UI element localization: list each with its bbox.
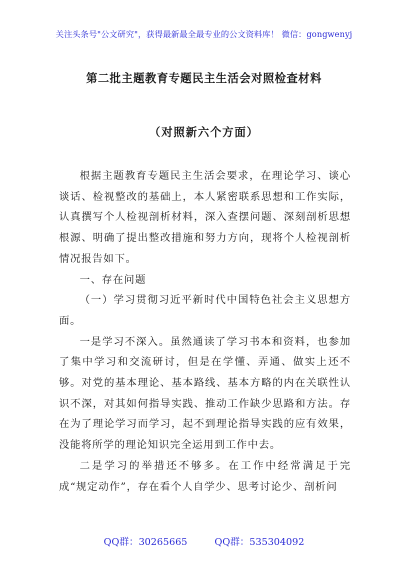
subsection-heading: （一）学习贯彻习近平新时代中国特色社会主义思想方面。	[59, 294, 351, 327]
section-heading: 一、存在问题	[79, 273, 147, 286]
document-title: 第二批主题教育专题民主生活会对照检查材料	[86, 71, 322, 85]
footer-qq-group-1: QQ群：30265665	[103, 537, 188, 548]
paragraph-point-two: 二是学习的举措还不够多。在工作中经常满足于完成“规定动作”，存在看个人自学少、思考讨论少、剖析问	[59, 459, 351, 493]
paragraph-intro: 根据主题教育专题民主生活会要求，在理论学习、谈心谈话、检视整改的基础上，本人紧密联系思想和工作实际，认真撰写个人检视剖析材料，深入查摆问题、深刻剖析思想根源、明确了提出整改措施和努力方向，现将个人检视剖析情况报告如下。	[59, 170, 351, 265]
footer-qq-groups	[0, 534, 408, 548]
document-subtitle: （对照新六个方面）	[149, 125, 259, 139]
document-body	[59, 166, 351, 497]
paragraph-point-one: 一是学习不深入。虽然通读了学习书本和资料，也参加了集中学习和交流研讨，但是在学懂、弄通、做实上还不够。对党的基本理论、基本路线、基本方略的内在关联性认识不深，对其如何指导实践、推动工作缺少思路和方法。存在为了理论学习而学习，起不到理论指导实践的应有效果，没能将所学的理论知识完全运用到工作中去。	[59, 335, 351, 452]
footer-qq-group-2: QQ群：535304092	[214, 537, 305, 548]
header-promo-note: 关注头条号"公文研究"，获得最新最全最专业的公文资料库！ 微信：gongwenyj	[55, 29, 353, 39]
